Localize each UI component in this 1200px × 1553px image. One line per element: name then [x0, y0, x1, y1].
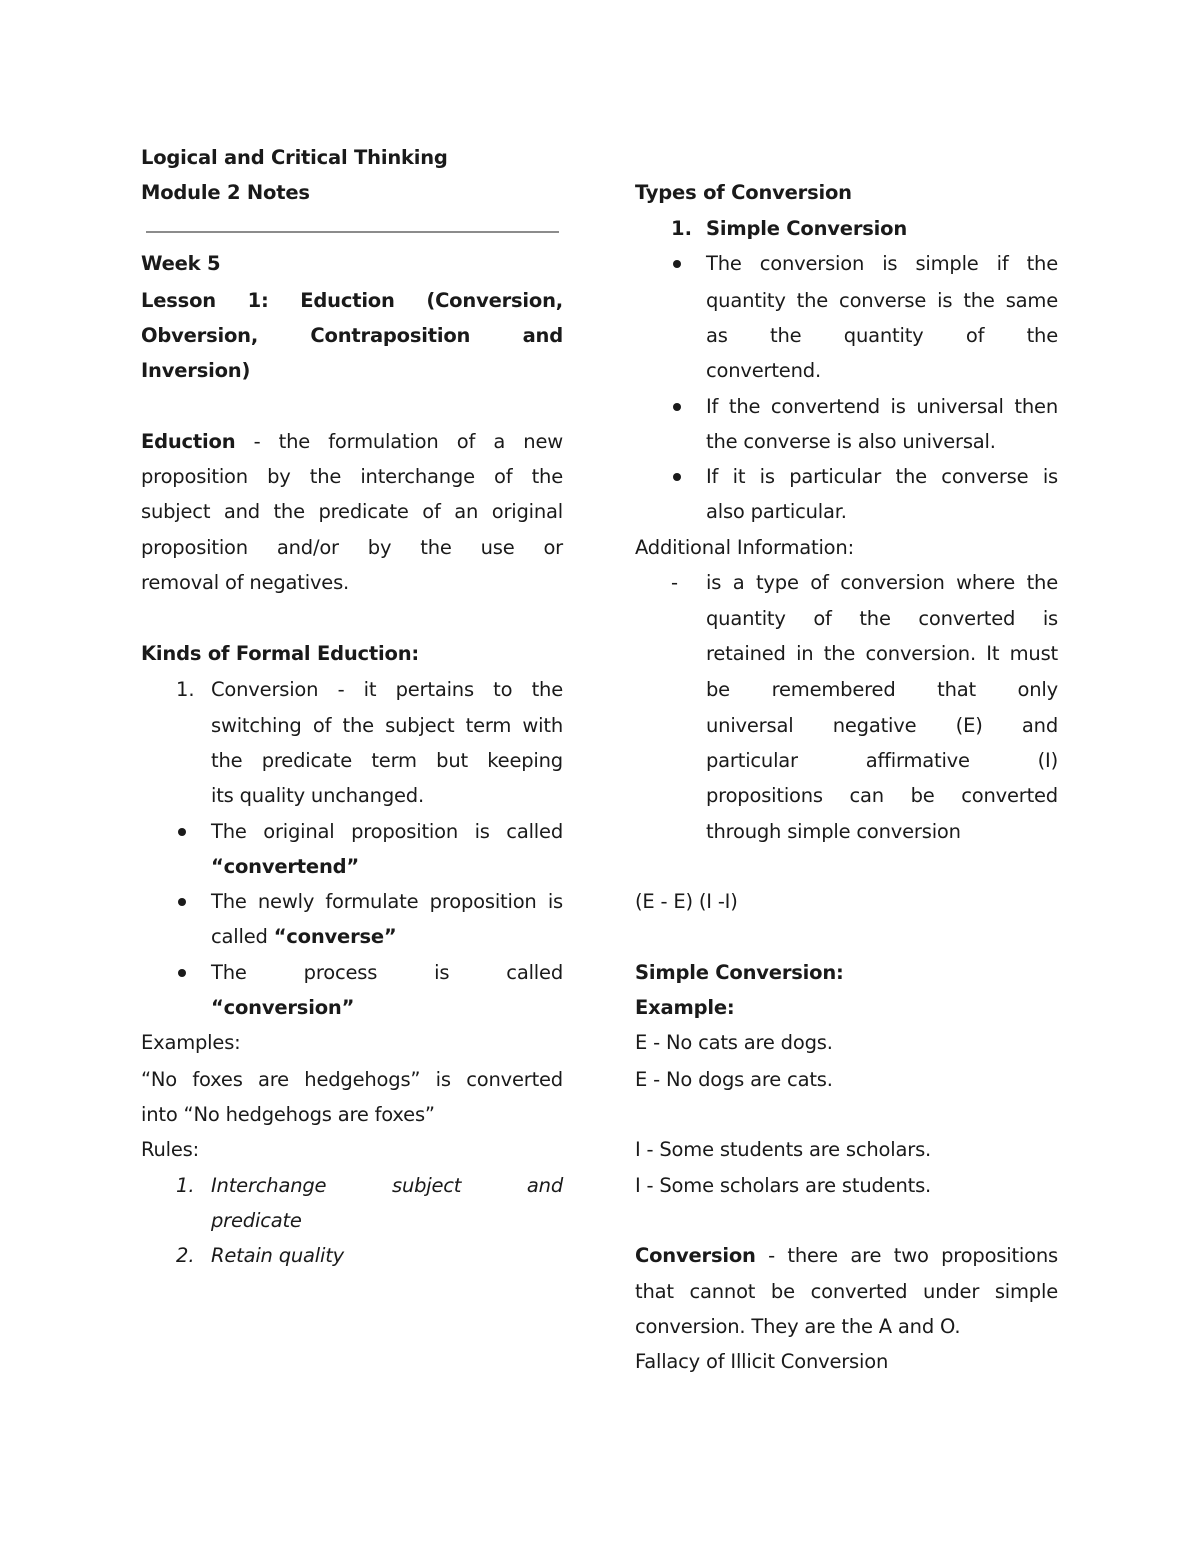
conversion-note-line-3: conversion. They are the A and O. — [635, 1315, 961, 1338]
conversion-term: “conversion” — [211, 996, 355, 1019]
eduction-definition-line-3: subject and the predicate of an original — [141, 500, 563, 523]
example-i-2: I - Some scholars are students. — [635, 1174, 932, 1197]
kind-1-line-2: switching of the subject term with — [211, 714, 563, 737]
simple-bullet-1-line-4: convertend. — [706, 359, 821, 382]
dash-marker: - — [671, 571, 679, 594]
converse-term: “converse” — [273, 925, 397, 948]
additional-line-8: through simple conversion — [706, 820, 961, 843]
kinds-heading: Kinds of Formal Eduction: — [141, 642, 419, 665]
kind-1-line-3: the predicate term but keeping — [211, 749, 563, 772]
kind-1-line-4: its quality unchanged. — [211, 784, 424, 807]
convertible-pairs: (E - E) (I -I) — [635, 890, 738, 913]
examples-label: Examples: — [141, 1031, 241, 1054]
fallacy-label: Fallacy of Illicit Conversion — [635, 1350, 889, 1373]
rules-label: Rules: — [141, 1138, 199, 1161]
types-heading: Types of Conversion — [635, 181, 852, 204]
lesson-line-1: Lesson 1: Eduction (Conversion, — [141, 289, 563, 312]
conversion-note-line-2: that cannot be converted under simple — [635, 1280, 1058, 1303]
conversion-note-line-1: Conversion - there are two propositions — [635, 1244, 1058, 1267]
header-divider — [146, 231, 559, 233]
eduction-definition-line-5: removal of negatives. — [141, 571, 350, 594]
bullet-icon — [673, 473, 681, 481]
eduction-definition-line-4: proposition and/or by the use or — [141, 536, 563, 559]
additional-line-4: be remembered that only — [706, 678, 1058, 701]
type-1-title: Simple Conversion — [706, 217, 908, 240]
convertend-term: “convertend” — [211, 855, 360, 878]
additional-line-1: is a type of conversion where the — [706, 571, 1058, 594]
additional-line-3: retained in the conversion. It must — [706, 642, 1058, 665]
bullet-icon — [178, 969, 186, 977]
simple-conversion-heading: Simple Conversion: — [635, 961, 844, 984]
additional-line-5: universal negative (E) and — [706, 714, 1058, 737]
example-e-1: E - No cats are dogs. — [635, 1031, 833, 1054]
convertend-line-1: The original proposition is called — [211, 820, 563, 843]
simple-bullet-2-line-2: the converse is also universal. — [706, 430, 996, 453]
lesson-line-3: Inversion) — [141, 359, 251, 382]
additional-line-2: quantity of the converted is — [706, 607, 1058, 630]
eduction-definition-line-2: proposition by the interchange of the — [141, 465, 563, 488]
bullet-icon — [673, 403, 681, 411]
example-line-1: “No foxes are hedgehogs” is converted — [141, 1068, 563, 1091]
lesson-line-2: Obversion, Contraposition and — [141, 324, 563, 347]
rule-2-text: Retain quality — [211, 1244, 345, 1267]
rule-1-line-2: predicate — [211, 1209, 302, 1232]
document-subtitle: Module 2 Notes — [141, 181, 310, 204]
additional-line-7: propositions can be converted — [706, 784, 1058, 807]
simple-bullet-3-line-2: also particular. — [706, 500, 847, 523]
simple-bullet-2-line-1: If the convertend is universal then — [706, 395, 1058, 418]
week-label: Week 5 — [141, 252, 221, 275]
example-heading: Example: — [635, 996, 735, 1019]
conversion-note-term: Conversion — [635, 1244, 756, 1267]
converse-line-2: called “converse” — [211, 925, 397, 948]
simple-bullet-1-line-1: The conversion is simple if the — [706, 252, 1058, 275]
example-i-1: I - Some students are scholars. — [635, 1138, 932, 1161]
document-title: Logical and Critical Thinking — [141, 146, 448, 169]
example-line-2: into “No hedgehogs are foxes” — [141, 1103, 435, 1126]
bullet-icon — [178, 898, 186, 906]
example-e-2: E - No dogs are cats. — [635, 1068, 833, 1091]
type-1-number: 1. — [671, 217, 692, 240]
bullet-icon — [178, 828, 186, 836]
simple-bullet-1-line-3: as the quantity of the — [706, 324, 1058, 347]
eduction-definition-line-1: Eduction - the formulation of a new — [141, 430, 563, 453]
process-line-1: The process is called — [211, 961, 563, 984]
eduction-term: Eduction — [141, 430, 236, 453]
simple-bullet-3-line-1: If it is particular the converse is — [706, 465, 1058, 488]
rule-2-number: 2. — [176, 1244, 195, 1267]
additional-line-6: particular affirmative (I) — [706, 749, 1058, 772]
rule-1-line-1: Interchange subject and — [211, 1174, 563, 1197]
kind-1-number: 1. — [176, 678, 195, 701]
rule-1-number: 1. — [176, 1174, 195, 1197]
bullet-icon — [673, 260, 681, 268]
simple-bullet-1-line-2: quantity the converse is the same — [706, 289, 1058, 312]
converse-line-1: The newly formulate proposition is — [211, 890, 563, 913]
additional-info-label: Additional Information: — [635, 536, 854, 559]
kind-1-line-1: Conversion - it pertains to the — [211, 678, 563, 701]
